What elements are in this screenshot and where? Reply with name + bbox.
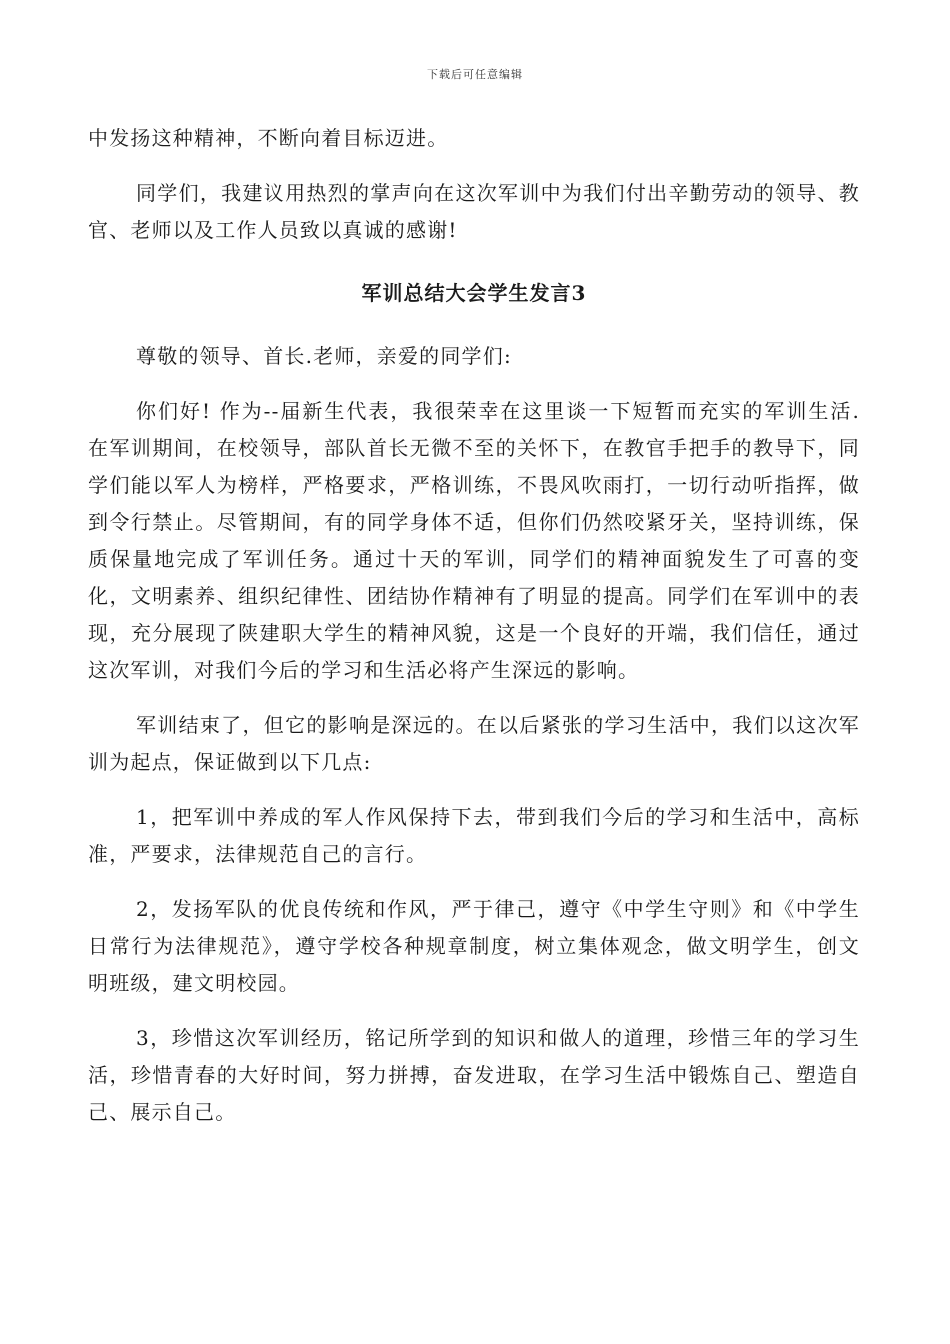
header-note: 下载后可任意编辑 [427,68,523,81]
paragraph-salutation: 尊敬的领导、首长.老师，亲爱的同学们: [136,344,512,368]
paragraph-point-3: 3，珍惜这次军训经历，铭记所学到的知识和做人的道理，珍惜三年的学习生活，珍惜青春的大好时间，努力拼搏，奋发进取，在学习生活中锻炼自己、塑造自己、展示自己。 [88,1026,860,1124]
section-title: 军训总结大会学生发言3 [361,281,587,305]
paragraph-body-1: 你们好! 作为--届新生代表，我很荣幸在这里谈一下短暂而充实的军训生活. 在军训期间，在校领导，部队首长无微不至的关怀下，在教官手把手的教导下，同学们能以军人为榜样，严格要求，严格训练，不畏风吹雨打，一切行动听指挥，做到令行禁止。尽管期间，有的同学身体不适，但你们仍然咬紧牙关，坚持训练，保质保量地完成了军训任务。通过十天的军训，同学们的精神面貌发生了可喜的变化，文明素养、组织纪律性、团结协作精神有了明显的提高。同学们在军训中的表现，充分展现了陕建职大学生的精神风貌，这是一个良好的开端，我们信任，通过这次军训，对我们今后的学习和生活必将产生深远的影响。 [88,399,860,682]
paragraph-continuation: 中发扬这种精神，不断向着目标迈进。 [88,126,449,150]
paragraph-point-2: 2，发扬军队的优良传统和作风，严于律己，遵守《中学生守则》和《中学生日常行为法律规范》，遵守学校各种规章制度，树立集体观念，做文明学生，创文明班级，建文明校园。 [88,897,860,995]
paragraph-thanks: 同学们，我建议用热烈的掌声向在这次军训中为我们付出辛勤劳动的领导、教官、老师以及工作人员致以真诚的感谢! [88,181,860,242]
paragraph-point-1: 1，把军训中养成的军人作风保持下去，带到我们今后的学习和生活中，高标准，严要求，法律规范自己的言行。 [88,805,860,866]
paragraph-body-2: 军训结束了，但它的影响是深远的。在以后紧张的学习生活中，我们以这次军训为起点，保证做到以下几点: [88,713,860,774]
document-body [88,120,860,1131]
